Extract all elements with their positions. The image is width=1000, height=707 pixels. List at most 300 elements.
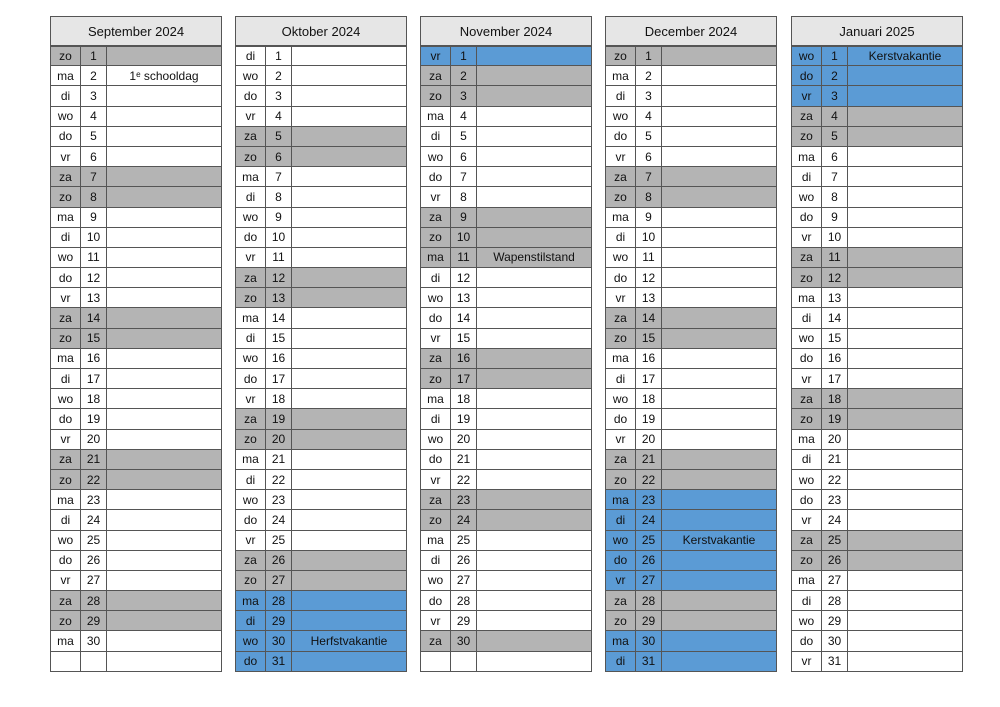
day-number-cell: 16 (822, 349, 848, 368)
day-number-cell: 11 (266, 248, 292, 267)
weekday-cell: ma (792, 288, 822, 307)
weekday-cell: wo (51, 248, 81, 267)
note-cell (662, 430, 776, 449)
day-row (606, 86, 776, 106)
weekday-cell: di (51, 86, 81, 105)
weekday-cell: vr (236, 531, 266, 550)
weekday-cell: wo (421, 571, 451, 590)
day-row (792, 66, 962, 86)
day-number-cell: 22 (451, 470, 477, 489)
weekday-cell: ma (236, 308, 266, 327)
day-number-cell: 30 (636, 631, 662, 650)
note-cell (662, 288, 776, 307)
day-row (51, 167, 221, 187)
day-row (51, 329, 221, 349)
note-cell (662, 167, 776, 186)
weekday-cell: ma (421, 389, 451, 408)
day-number-cell: 24 (451, 510, 477, 529)
weekday-cell: wo (606, 107, 636, 126)
month-header: Oktober 2024 (235, 16, 407, 46)
note-cell: Wapenstilstand (493, 250, 575, 265)
day-row (606, 490, 776, 510)
day-row (236, 187, 406, 207)
day-row (51, 450, 221, 470)
day-row (421, 551, 591, 571)
day-number-cell: 13 (636, 288, 662, 307)
day-number-cell: 3 (822, 86, 848, 105)
month-december-2024 (605, 16, 777, 672)
note-cell (292, 86, 406, 105)
note-cell (848, 631, 962, 650)
note-cell (292, 349, 406, 368)
day-row (792, 490, 962, 510)
weekday-cell: di (51, 369, 81, 388)
day-number-cell: 16 (81, 349, 107, 368)
day-number-cell: 26 (822, 551, 848, 570)
note-cell (848, 208, 962, 227)
day-number-cell: 27 (81, 571, 107, 590)
day-row (236, 127, 406, 147)
weekday-cell: zo (421, 369, 451, 388)
note-cell (107, 510, 221, 529)
note-cell (477, 107, 591, 126)
day-number-cell: 19 (636, 409, 662, 428)
day-row (606, 208, 776, 228)
day-row (236, 228, 406, 248)
weekday-cell: ma (236, 450, 266, 469)
weekday-cell: do (606, 551, 636, 570)
weekday-cell: ma (421, 107, 451, 126)
day-number-cell (451, 652, 477, 671)
day-row (421, 147, 591, 167)
day-number-cell: 20 (266, 430, 292, 449)
note-cell (107, 187, 221, 206)
day-number-cell: 4 (822, 107, 848, 126)
day-number-cell: 20 (822, 430, 848, 449)
day-row (51, 551, 221, 571)
day-number-cell: 1 (822, 47, 848, 65)
day-number-cell: 15 (266, 329, 292, 348)
weekday-cell: do (421, 591, 451, 610)
day-row (236, 107, 406, 127)
day-number-cell: 9 (822, 208, 848, 227)
note-cell (477, 389, 591, 408)
weekday-cell: zo (51, 187, 81, 206)
note-cell (477, 66, 591, 85)
note-cell (292, 329, 406, 348)
note-cell (107, 47, 221, 65)
weekday-cell: di (421, 551, 451, 570)
day-number-cell: 17 (81, 369, 107, 388)
weekday-cell: vr (606, 147, 636, 166)
weekday-cell: di (421, 127, 451, 146)
note-cell (107, 167, 221, 186)
day-number-cell: 27 (636, 571, 662, 590)
day-row (421, 308, 591, 328)
weekday-cell: do (792, 208, 822, 227)
note-cell (662, 147, 776, 166)
note-cell (848, 127, 962, 146)
weekday-cell: di (236, 329, 266, 348)
weekday-cell: ma (51, 490, 81, 509)
weekday-cell: di (606, 652, 636, 671)
weekday-cell: ma (236, 591, 266, 610)
day-row (606, 66, 776, 86)
note-cell (292, 652, 406, 671)
note-cell (848, 611, 962, 630)
note-cell (292, 611, 406, 630)
note-cell (477, 187, 591, 206)
weekday-cell: do (236, 510, 266, 529)
day-row (421, 430, 591, 450)
day-number-cell: 23 (266, 490, 292, 509)
note-cell (662, 611, 776, 630)
day-row (51, 631, 221, 651)
day-row (792, 187, 962, 207)
day-row (236, 591, 406, 611)
day-row (421, 510, 591, 530)
weekday-cell: zo (236, 430, 266, 449)
weekday-cell: vr (606, 288, 636, 307)
weekday-cell: vr (792, 369, 822, 388)
note-cell (848, 187, 962, 206)
weekday-cell: wo (236, 349, 266, 368)
weekday-cell: za (421, 490, 451, 509)
day-row (792, 349, 962, 369)
weekday-cell: vr (792, 510, 822, 529)
day-number-cell: 7 (81, 167, 107, 186)
weekday-cell: di (606, 228, 636, 247)
weekday-cell: za (792, 531, 822, 550)
day-number-cell: 5 (822, 127, 848, 146)
day-row (421, 167, 591, 187)
note-cell (292, 268, 406, 287)
day-number-cell: 4 (636, 107, 662, 126)
day-number-cell: 4 (451, 107, 477, 126)
day-row (421, 591, 591, 611)
day-number-cell: 20 (636, 430, 662, 449)
day-number-cell: 29 (451, 611, 477, 630)
note-cell (662, 510, 776, 529)
day-number-cell: 3 (636, 86, 662, 105)
note-cell (848, 531, 962, 550)
day-row (792, 591, 962, 611)
day-row (236, 248, 406, 268)
note-cell (662, 107, 776, 126)
note-cell (107, 450, 221, 469)
note-cell (477, 571, 591, 590)
note-cell (848, 389, 962, 408)
note-cell (477, 611, 591, 630)
day-row (606, 510, 776, 530)
day-row (236, 349, 406, 369)
day-row (51, 107, 221, 127)
weekday-cell: zo (51, 470, 81, 489)
day-row (51, 288, 221, 308)
day-row (236, 86, 406, 106)
weekday-cell: za (606, 591, 636, 610)
day-number-cell: 29 (822, 611, 848, 630)
note-cell (477, 510, 591, 529)
day-number-cell: 31 (266, 652, 292, 671)
day-row (236, 268, 406, 288)
day-number-cell: 7 (636, 167, 662, 186)
day-number-cell: 9 (81, 208, 107, 227)
weekday-cell: wo (236, 631, 266, 650)
weekday-cell: vr (421, 470, 451, 489)
note-cell (848, 430, 962, 449)
weekday-cell: wo (606, 531, 636, 550)
month-januari-2025 (791, 16, 963, 672)
day-row (236, 389, 406, 409)
day-row (792, 208, 962, 228)
day-number-cell: 17 (822, 369, 848, 388)
day-row (236, 66, 406, 86)
weekday-cell: zo (421, 510, 451, 529)
weekday-cell: vr (51, 430, 81, 449)
note-cell (848, 147, 962, 166)
note-cell (292, 248, 406, 267)
weekday-cell: di (51, 228, 81, 247)
day-number-cell: 21 (451, 450, 477, 469)
day-row (51, 490, 221, 510)
day-number-cell: 16 (451, 349, 477, 368)
day-row (792, 147, 962, 167)
weekday-cell: di (236, 47, 266, 65)
day-row (421, 268, 591, 288)
day-number-cell: 6 (451, 147, 477, 166)
weekday-cell: zo (792, 127, 822, 146)
weekday-cell: wo (792, 470, 822, 489)
day-number-cell: 7 (266, 167, 292, 186)
day-number-cell: 20 (451, 430, 477, 449)
day-row (606, 470, 776, 490)
day-row (421, 450, 591, 470)
weekday-cell: vr (236, 107, 266, 126)
day-number-cell: 11 (822, 248, 848, 267)
day-row (51, 571, 221, 591)
note-cell (848, 288, 962, 307)
day-number-cell: 18 (636, 389, 662, 408)
weekday-cell: wo (421, 288, 451, 307)
note-cell (107, 107, 221, 126)
day-number-cell: 12 (822, 268, 848, 287)
day-number-cell: 4 (266, 107, 292, 126)
day-row (51, 147, 221, 167)
note-cell (292, 288, 406, 307)
note-cell (107, 409, 221, 428)
day-number-cell: 6 (266, 147, 292, 166)
day-number-cell: 14 (451, 308, 477, 327)
note-cell (292, 409, 406, 428)
day-number-cell: 15 (81, 329, 107, 348)
day-row (421, 86, 591, 106)
weekday-cell: do (236, 652, 266, 671)
note-cell (848, 490, 962, 509)
weekday-cell: zo (51, 329, 81, 348)
note-cell (107, 268, 221, 287)
weekday-cell: za (236, 409, 266, 428)
day-number-cell: 1 (81, 47, 107, 65)
weekday-cell: ma (792, 430, 822, 449)
note-cell: Kerstvakantie (868, 49, 942, 64)
weekday-cell: di (51, 510, 81, 529)
day-row (792, 631, 962, 651)
note-cell (292, 551, 406, 570)
day-number-cell: 18 (822, 389, 848, 408)
note-cell (848, 349, 962, 368)
day-row (606, 127, 776, 147)
weekday-cell: za (421, 349, 451, 368)
weekday-cell: vr (792, 228, 822, 247)
day-row (792, 308, 962, 328)
day-number-cell: 5 (266, 127, 292, 146)
day-row (51, 228, 221, 248)
note-cell (848, 470, 962, 489)
note-cell (477, 47, 591, 65)
day-row (51, 611, 221, 631)
note-cell (107, 349, 221, 368)
day-row (236, 531, 406, 551)
day-row (421, 531, 591, 551)
day-row (236, 167, 406, 187)
day-number-cell: 27 (822, 571, 848, 590)
day-number-cell: 10 (266, 228, 292, 247)
day-row (421, 248, 591, 268)
weekday-cell: di (606, 369, 636, 388)
day-row (236, 490, 406, 510)
day-row (606, 430, 776, 450)
day-row (792, 86, 962, 106)
day-row (792, 288, 962, 308)
weekday-cell: di (236, 470, 266, 489)
note-cell (292, 208, 406, 227)
weekday-cell: wo (606, 389, 636, 408)
day-row (236, 611, 406, 631)
weekday-cell: za (51, 450, 81, 469)
day-row (606, 389, 776, 409)
weekday-cell: za (236, 551, 266, 570)
day-row (606, 591, 776, 611)
weekday-cell: do (421, 450, 451, 469)
note-cell (848, 409, 962, 428)
day-row (792, 228, 962, 248)
day-number-cell: 23 (822, 490, 848, 509)
day-number-cell: 30 (266, 631, 292, 650)
note-cell (477, 268, 591, 287)
day-number-cell: 14 (81, 308, 107, 327)
day-number-cell: 1 (266, 47, 292, 65)
day-number-cell: 19 (822, 409, 848, 428)
weekday-cell: wo (792, 187, 822, 206)
day-number-cell: 25 (822, 531, 848, 550)
day-row (792, 551, 962, 571)
note-cell (662, 631, 776, 650)
day-number-cell: 6 (81, 147, 107, 166)
weekday-cell: zo (606, 47, 636, 65)
note-cell (292, 47, 406, 65)
day-row (606, 369, 776, 389)
note-cell (477, 631, 591, 650)
day-row (421, 470, 591, 490)
day-row (606, 409, 776, 429)
weekday-cell: do (421, 308, 451, 327)
day-number-cell: 22 (266, 470, 292, 489)
note-cell (848, 107, 962, 126)
day-row (51, 652, 221, 672)
day-row (792, 107, 962, 127)
weekday-cell: do (792, 631, 822, 650)
weekday-cell: zo (236, 147, 266, 166)
note-cell (107, 551, 221, 570)
day-row (236, 308, 406, 328)
note-cell (292, 369, 406, 388)
day-number-cell: 13 (822, 288, 848, 307)
day-row (421, 187, 591, 207)
day-row (792, 430, 962, 450)
note-cell (292, 147, 406, 166)
day-row (421, 349, 591, 369)
day-number-cell: 6 (822, 147, 848, 166)
note-cell (477, 531, 591, 550)
note-cell (292, 531, 406, 550)
weekday-cell: ma (606, 631, 636, 650)
note-cell (107, 308, 221, 327)
weekday-cell: ma (421, 531, 451, 550)
note-cell (107, 248, 221, 267)
day-number-cell: 13 (451, 288, 477, 307)
day-number-cell: 19 (451, 409, 477, 428)
day-number-cell: 29 (81, 611, 107, 630)
note-cell (848, 450, 962, 469)
day-row (606, 268, 776, 288)
weekday-cell: zo (421, 228, 451, 247)
weekday-cell: ma (236, 167, 266, 186)
note-cell (848, 571, 962, 590)
day-row (51, 531, 221, 551)
day-row (606, 631, 776, 651)
day-row (792, 450, 962, 470)
note-cell (662, 308, 776, 327)
day-number-cell: 8 (451, 187, 477, 206)
day-row (421, 389, 591, 409)
note-cell (477, 147, 591, 166)
day-number-cell: 24 (636, 510, 662, 529)
day-number-cell: 12 (636, 268, 662, 287)
weekday-cell: do (51, 268, 81, 287)
day-number-cell: 22 (822, 470, 848, 489)
note-cell (662, 228, 776, 247)
weekday-cell: za (51, 167, 81, 186)
weekday-cell: do (606, 409, 636, 428)
day-row (606, 308, 776, 328)
day-row (51, 208, 221, 228)
day-number-cell: 2 (266, 66, 292, 85)
day-number-cell: 10 (81, 228, 107, 247)
day-row (51, 369, 221, 389)
note-cell (107, 288, 221, 307)
day-number-cell: 19 (81, 409, 107, 428)
day-number-cell: 14 (266, 308, 292, 327)
note-cell: Kerstvakantie (682, 533, 756, 548)
weekday-cell: di (792, 591, 822, 610)
note-cell (662, 591, 776, 610)
weekday-cell: zo (606, 611, 636, 630)
note-cell (662, 66, 776, 85)
note-cell (292, 167, 406, 186)
day-number-cell: 14 (822, 308, 848, 327)
note-cell: 1ᵉ schooldag (129, 68, 199, 83)
